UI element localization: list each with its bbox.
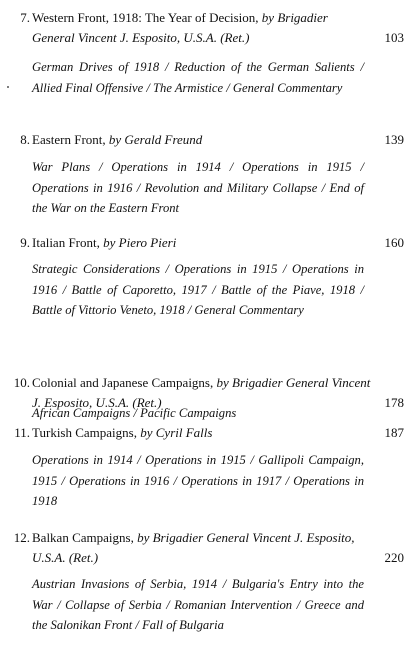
- entry-author: by Brigadier General Vincent J. Esposito, U.S.A. (Ret.): [32, 375, 371, 410]
- entry-title: [32, 8, 372, 48]
- entry-page-number: 139: [384, 132, 404, 147]
- entry-author: by Cyril Falls: [140, 425, 213, 440]
- entry-number: 9.: [20, 235, 30, 250]
- entry-author: by Gerald Freund: [108, 132, 203, 147]
- entry-title-text: Turkish Campaigns,: [32, 425, 141, 440]
- entry-page-number: 160: [384, 235, 404, 250]
- entry-topics: Operations in 1914 / Operations in 1915 / Gallipoli Campaign, 1915 / Operations in 1916 / Operations in 1917 / Operations in 1918: [32, 453, 364, 508]
- entry-title-text: Balkan Campaigns,: [32, 530, 138, 545]
- entry-number: 10.: [13, 375, 30, 390]
- entry-topics: German Drives of 1918 / Reduction of the German Salients / Allied Final Offensive / The Armistice / General Commentary: [32, 60, 364, 95]
- entry-page-number: 187: [384, 425, 404, 440]
- entry-number: 7.: [20, 10, 30, 25]
- entry-topics: Strategic Considerations / Operations in 1915 / Operations in 1916 / Battle of Caporetto, 1917 / Battle of the Piave, 1918 / Battle of Vittorio Veneto, 1918 / General Commentary: [32, 262, 364, 317]
- entry-page-number: 178: [384, 395, 404, 410]
- entry-title-text: Eastern Front,: [32, 132, 109, 147]
- entry-author: by Piero Pieri: [103, 235, 177, 250]
- entry-number: 11.: [14, 425, 30, 440]
- entry-title-text: Italian Front,: [32, 235, 104, 250]
- entry-title: [32, 528, 372, 568]
- entry-title-text: Colonial and Japanese Campaigns,: [32, 375, 217, 390]
- entry-title-text: Western Front, 1918: The Year of Decision,: [32, 10, 262, 25]
- stray-ink-dot: [7, 86, 9, 88]
- entry-author: by Brigadier General Vincent J. Esposito, U.S.A. (Ret.): [32, 530, 355, 565]
- entry-topics: War Plans / Operations in 1914 / Operations in 1915 / Operations in 1916 / Revolution and Military Collapse / End of the War on the Eastern Front: [32, 160, 364, 215]
- entry-number: 8.: [20, 132, 30, 147]
- entry-page-number: 220: [384, 550, 404, 565]
- entry-number: 12.: [13, 530, 30, 545]
- entry-topics: Austrian Invasions of Serbia, 1914 / Bulgaria's Entry into the War / Collapse of Serbia / Romanian Intervention / Greece and the Salonikan Front / Fall of Bulgaria: [32, 577, 364, 632]
- entry-title: [32, 130, 372, 150]
- entry-page-number: 103: [384, 30, 404, 45]
- entry-title: [32, 423, 372, 443]
- entry-topics: African Campaigns / Pacific Campaigns: [32, 406, 237, 420]
- entry-author: by Brigadier General Vincent J. Esposito, U.S.A. (Ret.): [32, 10, 328, 45]
- entry-title: [32, 233, 372, 253]
